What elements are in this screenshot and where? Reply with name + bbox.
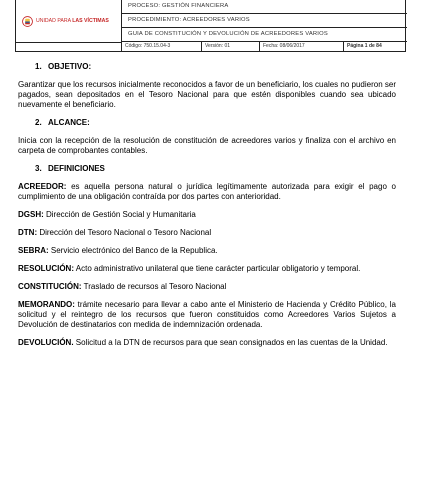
logo-text: UNIDAD PARA LAS VÍCTIMAS [36, 18, 109, 24]
header-blank-cell [16, 42, 122, 52]
section-heading-alcance: 2. ALCANCE: [35, 118, 90, 127]
guide-title: GUIA DE CONSTITUCIÓN Y DEVOLUCIÓN DE ACREEDORES VARIOS [122, 28, 407, 42]
alcance-text: Inicia con la recepción de la resolución de constitución de acreedores varios y finaliza con el archivo en carpeta de comprobantes contables. [18, 136, 396, 155]
page-number: Página 1 de 84 [347, 43, 382, 49]
definition-acreedor: ACREEDOR: es aquella persona natural o jurídica legítimamente autorizada para exigir el pago o cumplimiento de una obligación contraída por dos partes con anterioridad. [18, 182, 396, 201]
definition-dgsh: DGSH: Dirección de Gestión Social y Humanitaria [18, 210, 196, 219]
logo-cell [16, 0, 122, 42]
definition-sebra: SEBRA: Servicio electrónico del Banco de la Republica. [18, 246, 218, 255]
document-version: Versión: 01 [202, 42, 260, 51]
definition-constitucion: CONSTITUCIÓN: Traslado de recursos al Tesoro Nacional [18, 282, 227, 291]
procedure-label: PROCEDIMIENTO: ACREEDORES VARIOS [122, 14, 407, 28]
objetivo-text: Garantizar que los recursos inicialmente reconocidos a favor de un beneficiario, los cuales no pudieron ser pagados, sean depositados en el Tesoro Nacional para que estén disponibles cuando sea ubicado nuevamente el beneficiario. [18, 80, 396, 109]
document-header [15, 0, 406, 52]
definition-memorando: MEMORANDO: trámite necesario para llevar a cabo ante el Ministerio de Hacienda y Crédito Público, la solicitud y el reintegro de los recursos que fueron constituidos como Acreedores Varios Sujetos a Devolución de destinatarios con medida de indemnización ordenada. [18, 300, 396, 329]
section-heading-objetivo: 1. OBJETIVO: [35, 62, 92, 71]
document-meta-row [122, 42, 407, 52]
process-label: PROCESO: GESTIÓN FINANCIERA [122, 0, 407, 14]
definition-dtn: DTN: Dirección del Tesoro Nacional o Tesoro Nacional [18, 228, 212, 237]
section-heading-definiciones: 3. DEFINICIONES [35, 164, 105, 173]
colombia-shield-icon [22, 16, 33, 27]
definition-resolucion: RESOLUCIÓN: Acto administrativo unilateral que tiene carácter particular obligatorio y temporal. [18, 264, 361, 273]
definition-devolucion: DEVOLUCIÓN. Solicitud a la DTN de recursos para que sean consignados en las cuentas de la Unidad. [18, 338, 388, 347]
document-code: Código: 750.15.04-3 [122, 42, 202, 51]
document-date: Fecha: 08/06/2017 [260, 42, 344, 51]
document-body [18, 62, 396, 356]
